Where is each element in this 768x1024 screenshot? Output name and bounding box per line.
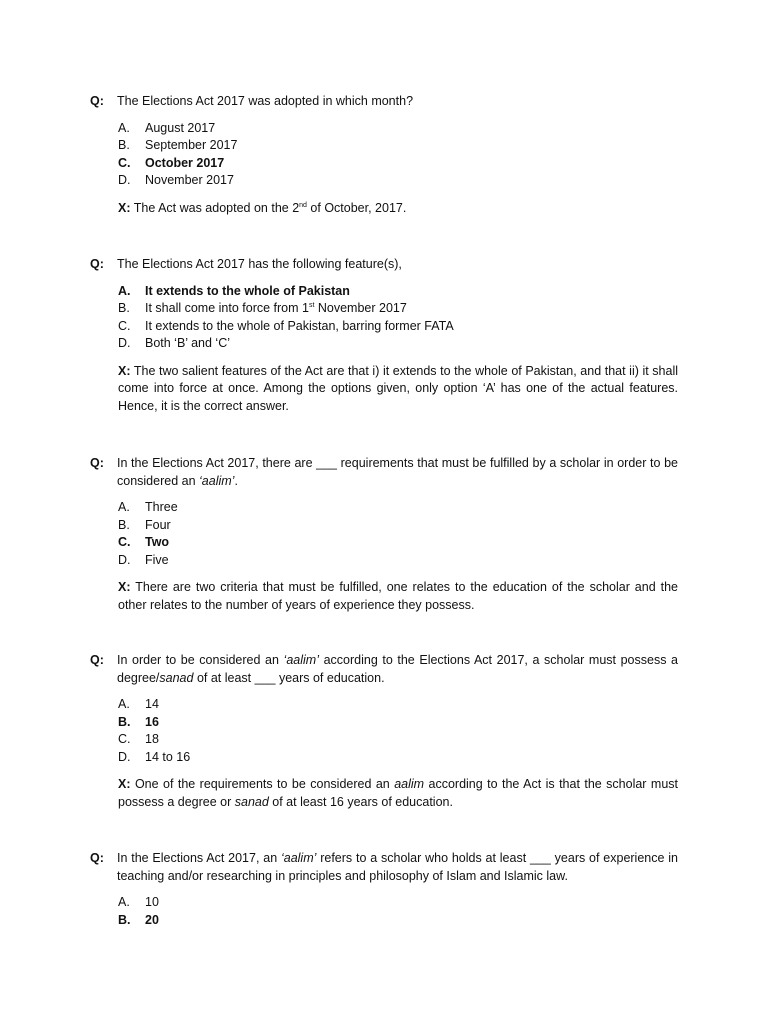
option-c-correct: C. October 2017 (118, 155, 225, 170)
question-marker: Q: (90, 653, 104, 667)
option-c: C. 18 (118, 732, 159, 746)
answer-explanation: X: One of the requirements to be considered an aalim according to the Act is that the scholar must possess a degree or sanad of at least 16 years of education. (118, 777, 678, 809)
answer-explanation: X: The Act was adopted on the 2nd of October, 2017. (118, 200, 407, 215)
option-a: A. 14 (118, 697, 159, 711)
option-b: B. It shall come into force from 1st November 2017 (118, 301, 407, 315)
options-list (117, 499, 678, 569)
question-marker: Q: (90, 456, 104, 470)
options-list (117, 120, 678, 190)
option-c-correct: C. Two (118, 535, 170, 549)
option-d: D. November 2017 (118, 173, 234, 187)
options-list (117, 894, 678, 929)
option-a: A. 10 (118, 895, 159, 909)
answer-marker: X: (118, 200, 131, 215)
answer-marker: X: (118, 777, 131, 791)
option-b: B. 20 (118, 912, 159, 927)
question-block (90, 850, 678, 929)
option-d: D. Both ‘B’ and ‘C’ (118, 336, 230, 350)
question-block (90, 256, 678, 415)
question-marker: Q: (90, 94, 104, 108)
answer-marker: X: (118, 363, 131, 378)
option-c: C. It extends to the whole of Pakistan, barring former FATA (118, 318, 454, 333)
question-text: The Elections Act 2017 was adopted in which month? (117, 94, 414, 108)
option-b: B. September 2017 (118, 138, 238, 152)
question-marker: Q: (90, 851, 104, 865)
question-block (90, 455, 678, 614)
option-d: D. Five (118, 552, 169, 567)
options-list (117, 283, 678, 353)
option-a-correct: A. It extends to the whole of Pakistan (118, 283, 350, 298)
option-b: B. Four (118, 517, 171, 532)
question-text: In the Elections Act 2017, there are ___ requirements that must be fulfilled by a scholar in order to be considered an ‘aalim’. (117, 456, 678, 488)
option-b-correct: B. 16 (118, 714, 159, 729)
option-a: A. Three (118, 500, 178, 514)
answer-explanation: X: There are two criteria that must be fulfilled, one relates to the education of the scholar and the other relates to the number of years of experience they possess. (118, 580, 678, 612)
question-marker: Q: (90, 257, 104, 271)
question-text: The Elections Act 2017 has the following feature(s), (117, 257, 402, 271)
question-block (90, 652, 678, 811)
option-d: D. 14 to 16 (118, 749, 191, 764)
options-list (117, 696, 678, 766)
question-text: In order to be considered an ‘aalim’ according to the Elections Act 2017, a scholar must possess a degree/sanad of at least ___ years of education. (117, 653, 679, 685)
question-text: In the Elections Act 2017, an ‘aalim’ refers to a scholar who holds at least ___ years of experience in teaching and/or researching in principles and philosophy of Islam and Islamic law. (117, 851, 678, 883)
question-block (90, 93, 678, 217)
answer-marker: X: (118, 580, 131, 594)
option-a: A. August 2017 (118, 120, 216, 135)
answer-explanation: X: The two salient features of the Act are that i) it extends to the whole of Pakistan, and that ii) it shall come into force at once. Among the options given, only option ‘A’ has one of the actual features. Hence, it is the correct answer. (118, 363, 678, 413)
